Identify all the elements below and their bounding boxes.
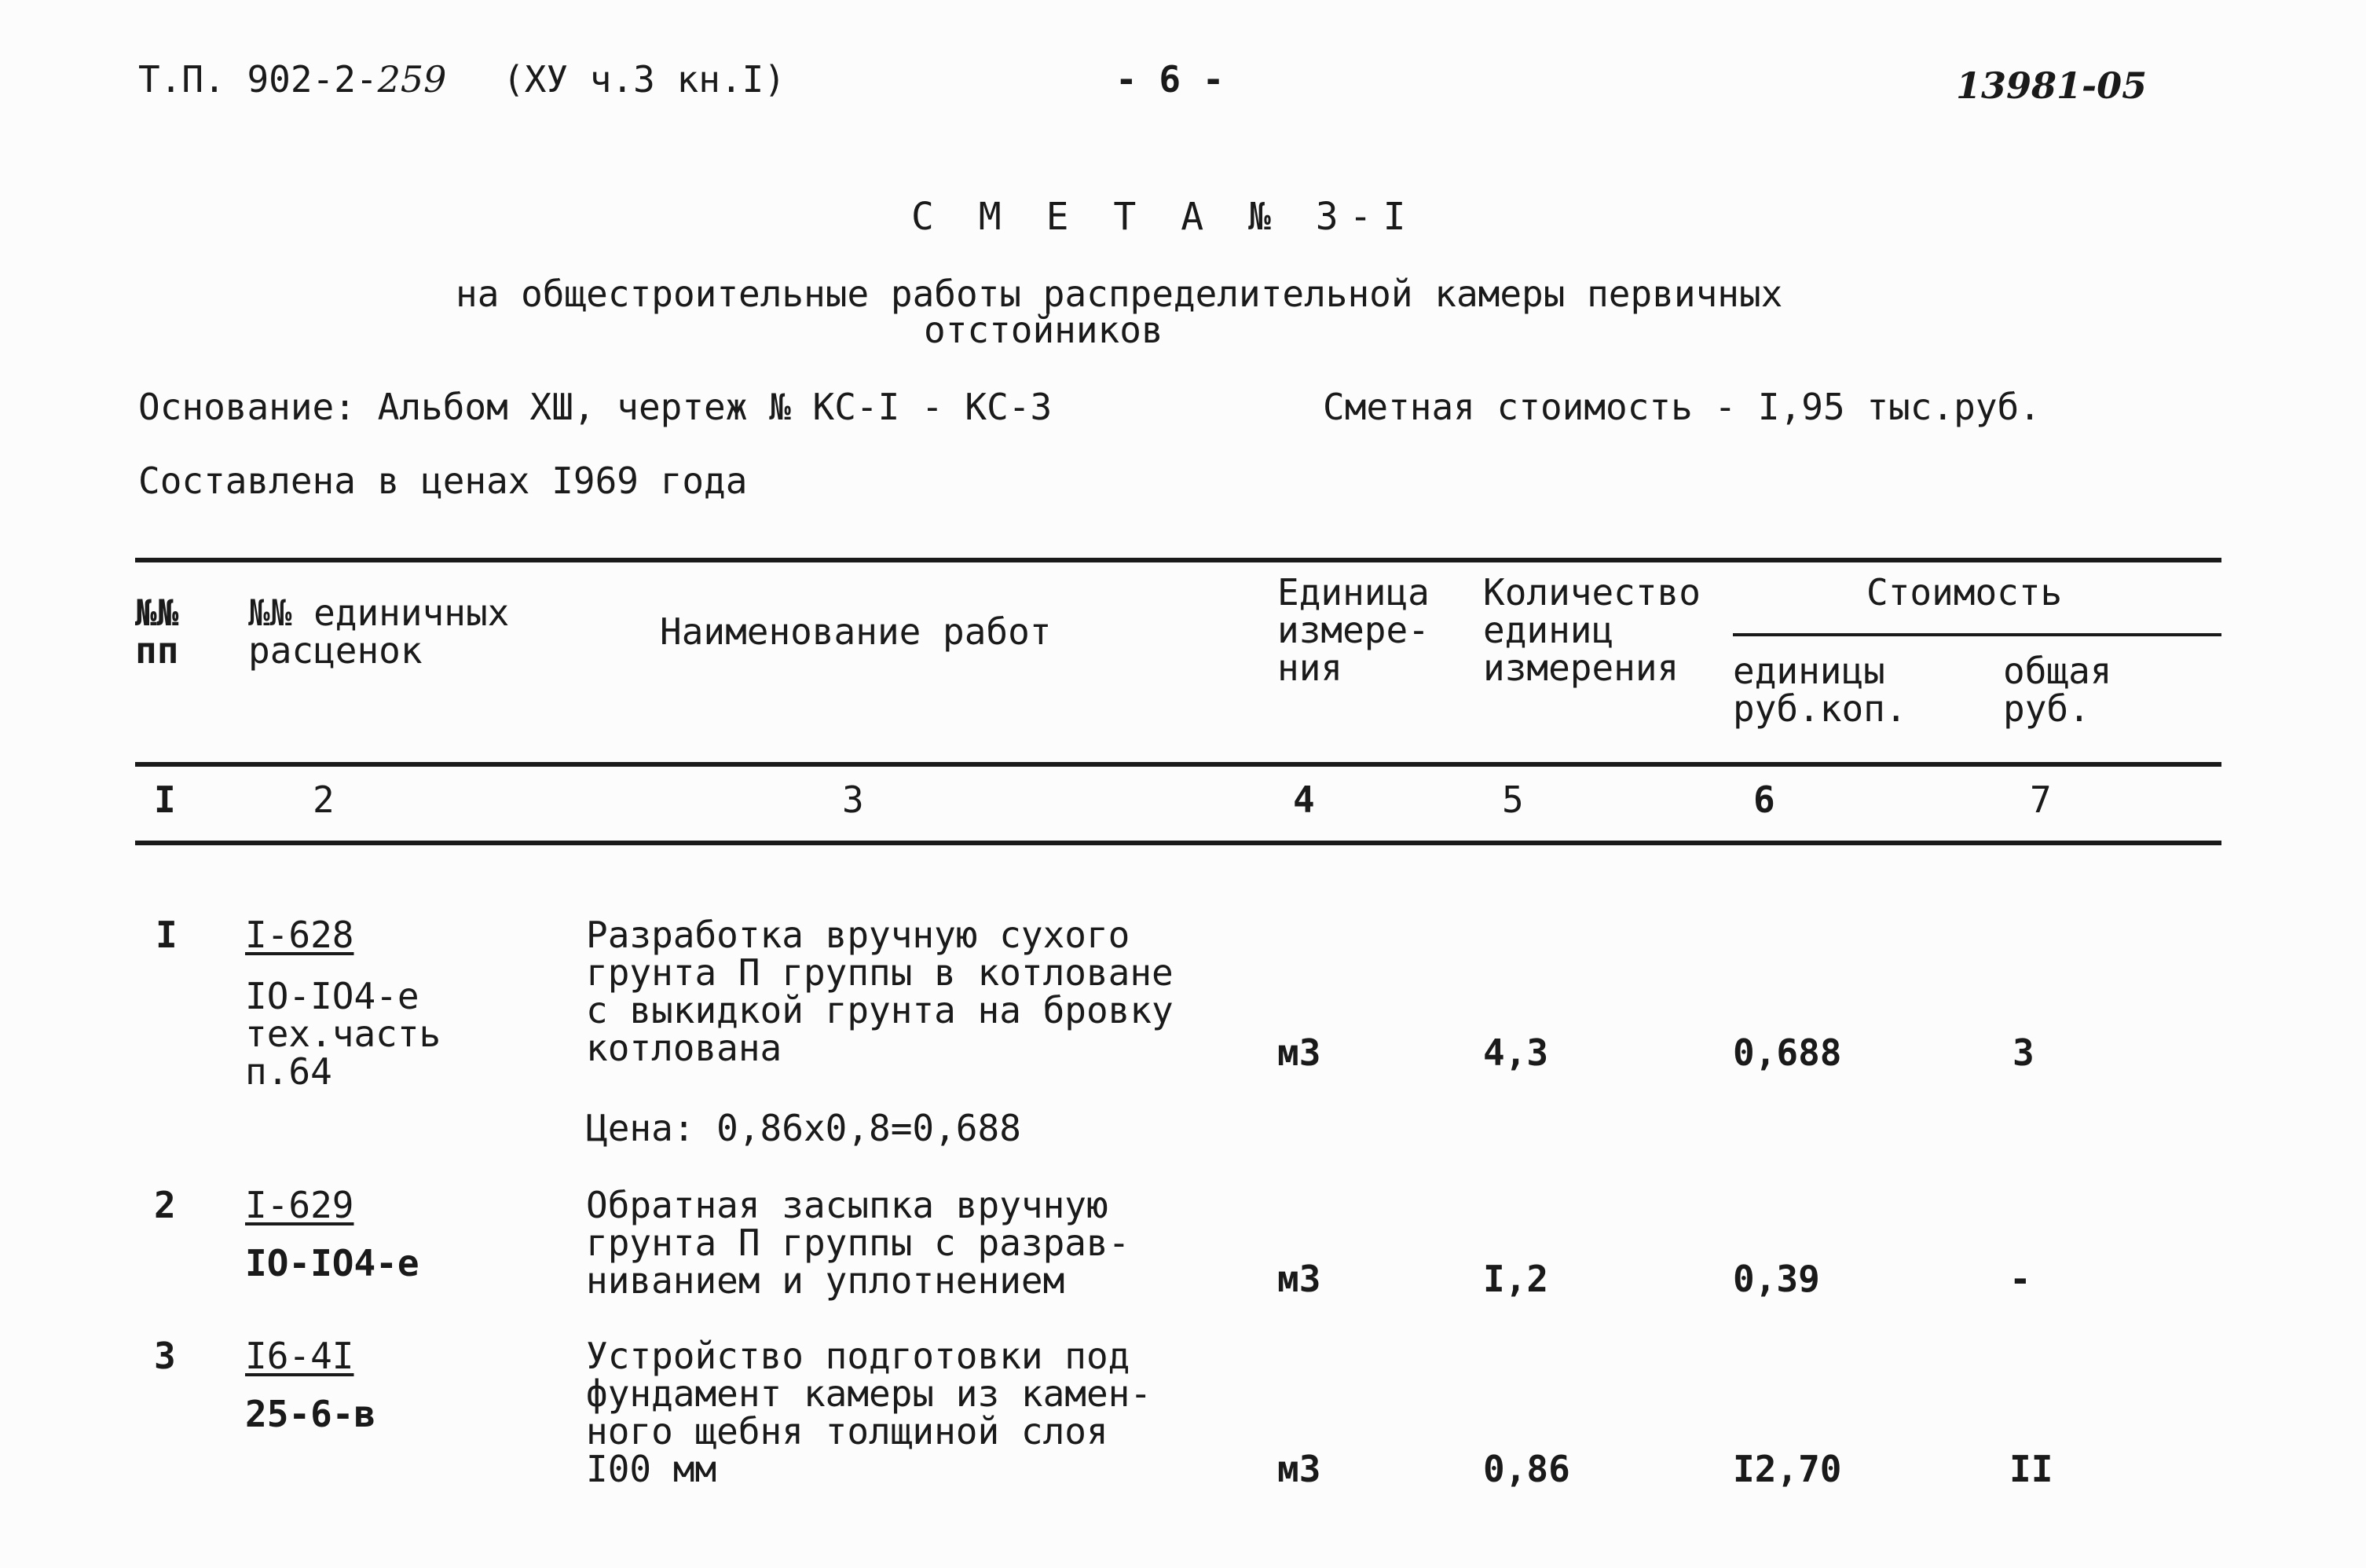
table-row-1-num: I: [156, 914, 178, 956]
table-row-1-price: 0,688: [1733, 1031, 1842, 1074]
table-row-3-unit: м3: [1277, 1448, 1321, 1490]
basis-line: Основание: Альбом XШ, чертеж № КС-I - КС-3: [138, 386, 1053, 428]
table-row-2-num: 2: [154, 1184, 176, 1226]
colnum-6: 6: [1753, 779, 1775, 821]
colnum-7: 7: [2030, 779, 2052, 821]
doc-code-handwritten: 259: [377, 58, 447, 101]
table-row-1-qty: 4,3: [1483, 1031, 1549, 1074]
page-number: - 6 -: [1115, 58, 1225, 101]
cost-sub-rule: [1733, 633, 2221, 636]
colnum-3: 3: [842, 779, 864, 821]
doc-code-printed: Т.П. 902-2-: [138, 58, 378, 101]
doc-volume: (ХУ ч.3 кн.I): [503, 58, 786, 101]
table-row-1-rate-sub: IO-IO4-е тех.часть п.64: [245, 975, 441, 1093]
table-row-3-name: Устройство подготовки под фундамент камеры из камен- ного щебня толщиной слоя I00 мм: [586, 1335, 1152, 1490]
estimate-title: С М Е Т А № 3-I: [911, 195, 1417, 239]
header-num: №№ пп: [135, 592, 179, 672]
table-row-2-total: -: [2009, 1258, 2031, 1300]
colnum-4: 4: [1293, 779, 1315, 821]
header-cost-total: общая руб.: [2003, 650, 2112, 730]
table-row-2-rate-main: I-629: [245, 1184, 354, 1226]
table-row-2-rate-sub: IO-IO4-е: [245, 1242, 419, 1284]
header-cost: Стоимость: [1866, 571, 2063, 614]
table-row-3-num: 3: [154, 1335, 176, 1377]
header-bottom-rule: [135, 762, 2221, 767]
header-unit: Единица измере- ния: [1277, 571, 1430, 689]
doc-number: 13981-05: [1956, 64, 2148, 107]
table-row-3-rate-main: I6-4I: [245, 1335, 354, 1377]
header-qty: Количество единиц измерения: [1483, 571, 1701, 689]
prices-year: Составлена в ценах I969 года: [138, 460, 748, 502]
table-row-1-note: Цена: 0,86х0,8=0,688: [586, 1107, 1021, 1149]
table-row-3-total: II: [2009, 1448, 2053, 1490]
header-cost-unit: единицы руб.коп.: [1733, 650, 1907, 730]
colnum-2: 2: [313, 779, 335, 821]
table-row-2-name: Обратная засыпка вручную грунта П группы с разрав- ниванием и уплотнением: [586, 1184, 1130, 1302]
estimated-cost: Сметная стоимость - I,95 тыс.руб.: [1323, 386, 2041, 428]
table-row-2-price: 0,39: [1733, 1258, 1820, 1300]
table-row-1-name: Разработка вручную сухого грунта П группы в котловане с выкидкой грунта на бровку котлована: [586, 914, 1174, 1069]
table-row-2-unit: м3: [1277, 1258, 1321, 1300]
estimate-subtitle-line1: на общестроительные работы распределительной камеры первичных: [456, 273, 1783, 315]
header-name: Наименование работ: [660, 610, 1052, 653]
header-rates: №№ единичных расценок: [248, 592, 510, 672]
table-top-rule: [135, 558, 2221, 562]
table-row-3-rate-sub: 25-6-в: [245, 1393, 376, 1435]
table-row-1-rate-main: I-628: [245, 914, 354, 956]
colnum-1: I: [154, 779, 176, 821]
table-row-2-qty: I,2: [1483, 1258, 1549, 1300]
table-row-3-price: I2,70: [1733, 1448, 1842, 1490]
colnum-5: 5: [1502, 779, 1524, 821]
table-row-3-qty: 0,86: [1483, 1448, 1570, 1490]
doc-code: [138, 58, 446, 101]
table-row-1-total: 3: [2013, 1031, 2035, 1074]
colnum-bottom-rule: [135, 841, 2221, 845]
estimate-subtitle-line2: отстойников: [924, 309, 1163, 351]
table-row-1-unit: м3: [1277, 1031, 1321, 1074]
